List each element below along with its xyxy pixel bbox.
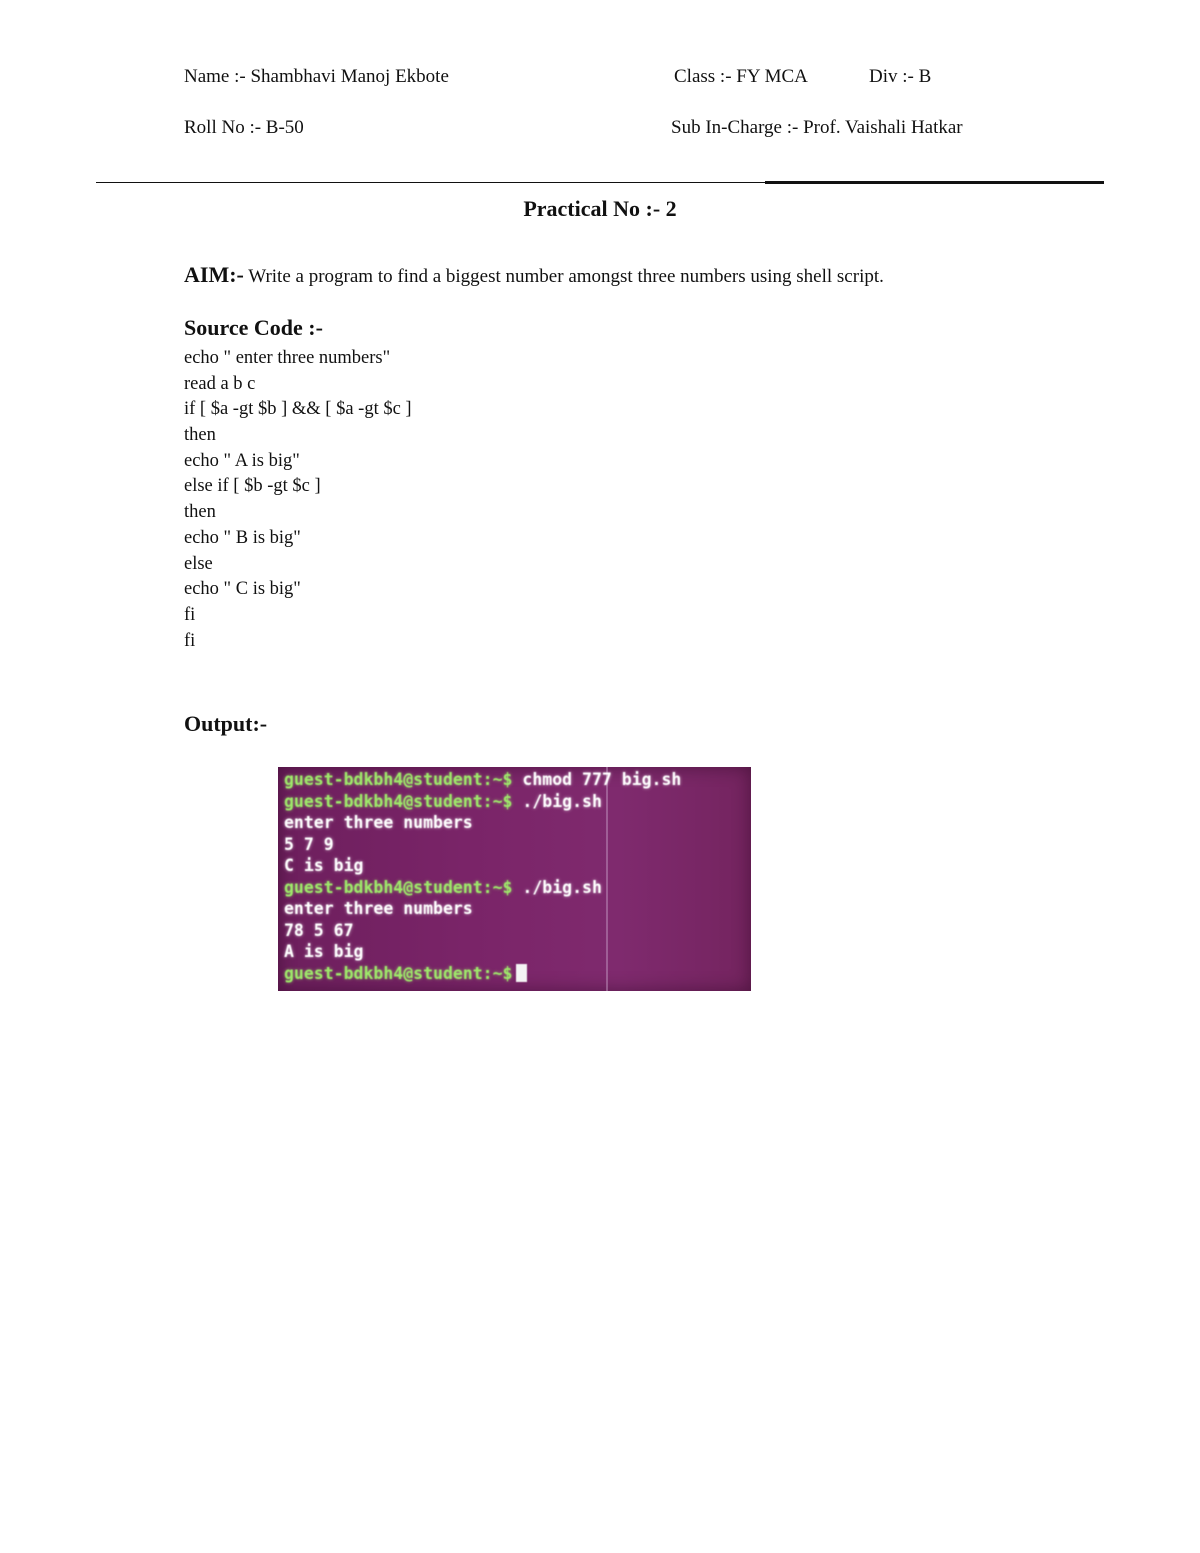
roll-number: Roll No :- B-50 (184, 117, 304, 138)
code-line: echo " A is big" (184, 450, 300, 471)
class-info: Class :- FY MCA (674, 66, 808, 87)
practical-title: Practical No :- 2 (523, 196, 677, 221)
terminal-line (284, 920, 681, 942)
terminal-line (284, 877, 681, 899)
code-line: then (184, 502, 216, 523)
code-line: else if [ $b -gt $c ] (184, 476, 321, 497)
terminal-prompt: guest-bdkbh4@student:~$ (284, 877, 513, 897)
aim-text: Write a program to find a biggest number amongst three numbers using shell script. (243, 266, 884, 287)
code-line: if [ $a -gt $b ] && [ $a -gt $c ] (184, 399, 412, 420)
terminal-prompt: guest-bdkbh4@student:~$ (284, 791, 513, 811)
terminal-text: ./big.sh (512, 791, 602, 811)
code-line: fi (184, 630, 196, 651)
student-name: Name :- Shambhavi Manoj Ekbote (184, 66, 449, 87)
code-line: echo " enter three numbers" (184, 348, 391, 368)
terminal-text: chmod 777 big.sh (512, 770, 682, 789)
terminal-screenshot (278, 767, 751, 991)
terminal-line (284, 898, 681, 920)
terminal-text: C is big (284, 856, 364, 875)
code-line: echo " B is big" (184, 527, 301, 548)
terminal-prompt: guest-bdkbh4@student:~$ (284, 770, 513, 789)
terminal-line (284, 941, 681, 963)
terminal-line (284, 855, 681, 877)
code-line: read a b c (184, 373, 256, 394)
terminal-text: 5 7 9 (284, 834, 334, 854)
terminal-line (284, 963, 681, 985)
terminal-text: 78 5 67 (284, 920, 354, 940)
subject-in-charge: Sub In-Charge :- Prof. Vaishali Hatkar (671, 117, 963, 138)
code-line: echo " C is big" (184, 579, 301, 600)
terminal-line (284, 834, 681, 856)
terminal-text: ./big.sh (512, 877, 602, 897)
code-line: then (184, 425, 216, 446)
header-divider-left (96, 182, 765, 183)
aim-label: AIM:- (184, 262, 244, 287)
source-code-block (184, 346, 412, 654)
output-heading: Output:- (184, 711, 268, 736)
terminal-text: enter three numbers (284, 899, 473, 918)
terminal-line (284, 769, 681, 791)
header-divider-right (765, 181, 1104, 184)
aim-paragraph (184, 262, 884, 288)
terminal-text: enter three numbers (284, 813, 473, 832)
terminal-cursor (516, 964, 527, 982)
terminal-prompt: guest-bdkbh4@student:~$ (284, 963, 513, 983)
terminal-output (284, 769, 681, 984)
code-line: else (184, 553, 213, 574)
terminal-line (284, 791, 681, 813)
code-line: fi (184, 604, 196, 625)
terminal-line (284, 812, 681, 834)
terminal-text: A is big (284, 942, 364, 961)
source-code-heading: Source Code :- (184, 315, 323, 340)
division-info: Div :- B (869, 66, 932, 87)
